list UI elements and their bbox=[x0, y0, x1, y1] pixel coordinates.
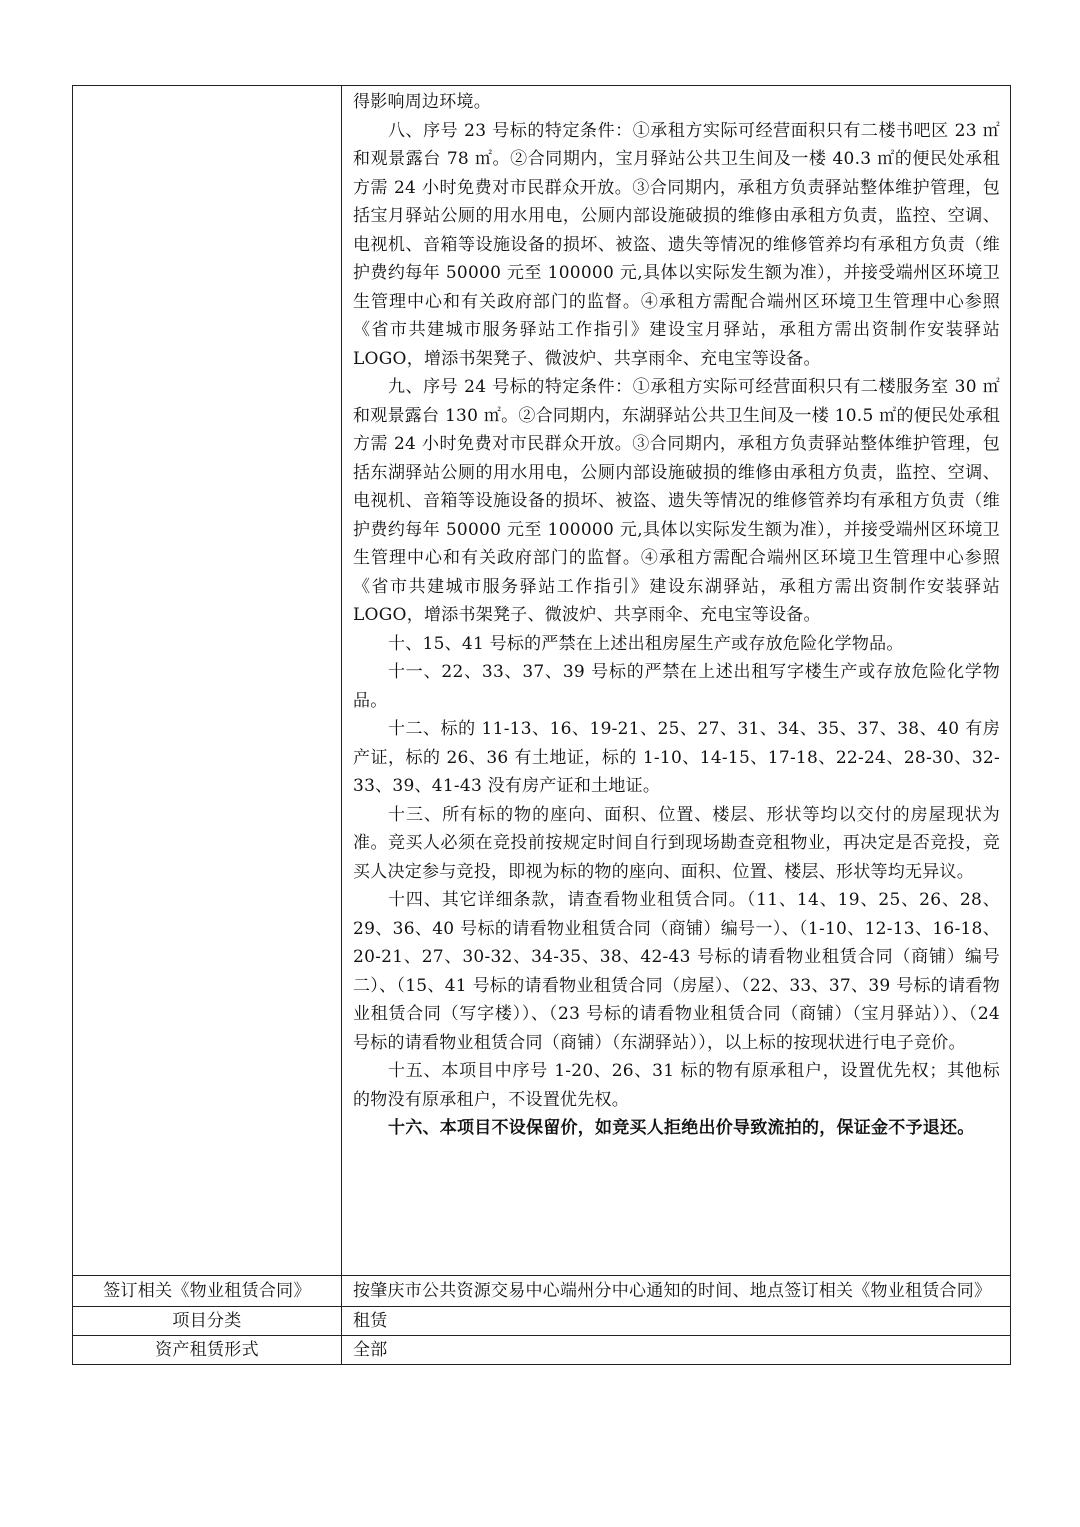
paragraph-10: 十、15、41 号标的严禁在上述出租房屋生产或存放危险化学物品。 bbox=[388, 633, 904, 654]
paragraph-16: 十六、本项目不设保留价，如竞买人拒绝出价导致流拍的，保证金不予退还。 bbox=[388, 1118, 975, 1138]
paragraph-12: 十二、标的 11-13、16、19-21、25、27、31、34、35、37、38、40 有房产证，标的 26、36 有土地证，标的 1-10、14-15、17-18、22-24、28-30、32-33、39、41-43 没有房产证和土地证。 bbox=[353, 719, 1000, 796]
notice-table bbox=[72, 85, 1011, 1365]
special-conditions-label-cell bbox=[73, 86, 342, 1276]
special-conditions-content bbox=[342, 86, 1011, 1276]
sign-contract-label: 签订相关《物业租赁合同》 bbox=[73, 1276, 342, 1307]
lease-form-value: 全部 bbox=[342, 1336, 1011, 1365]
paragraph-14: 十四、其它详细条款，请查看物业租赁合同。（11、14、19、25、26、28、29、36、40 号标的请看物业租赁合同（商铺）编号一）、（1-10、12-13、16-18、20-21、27、30-32、34-35、38、42-43 号标的请看物业租赁合同（商铺）编号二）、（15、41 号标的请看物业租赁合同（房屋）、（22、33、37、39 号标的请看物业租赁合同（写字楼））、（23 号标的请看物业租赁合同（商铺）（宝月驿站））、（24 号标的请看物业租赁合同（商铺）（东湖驿站）），以上标的按现状进行电子竞价。 bbox=[353, 890, 1000, 1053]
paragraph-9: 九、序号 24 号标的特定条件：①承租方实际可经营面积只有二楼服务室 30 ㎡和观景露台 130 ㎡。②合同期内，东湖驿站公共卫生间及一楼 10.5 ㎡的便民处承租方需 24 小时免费对市民群众开放。③合同期内，承租方负责驿站整体维护管理，包括东湖驿站公厕的用水用电，公厕内部设施破损的维修由承租方负责，监控、空调、电视机、音箱等设施设备的损坏、被盗、遗失等情况的维修管养均有承租方负责（维护费约每年 50000 元至 100000 元,具体以实际发生额为准），并接受端州区环境卫生管理中心和有关政府部门的监督。④承租方需配合端州区环境卫生管理中心参照《省市共建城市服务驿站工作指引》建设东湖驿站，承租方需出资制作安装驿站 LOGO，增添书架凳子、微波炉、共享雨伞、充电宝等设备。 bbox=[353, 377, 1000, 625]
sign-contract-row bbox=[73, 1276, 1011, 1307]
paragraph-0: 得影响周边环境。 bbox=[353, 92, 491, 112]
lease-form-label: 资产租赁形式 bbox=[73, 1336, 342, 1365]
sign-contract-value: 按肇庆市公共资源交易中心端州分中心通知的时间、地点签订相关《物业租赁合同》 bbox=[342, 1276, 1011, 1307]
project-category-label: 项目分类 bbox=[73, 1307, 342, 1336]
paragraph-11: 十一、22、33、37、39 号标的严禁在上述出租写字楼生产或存放危险化学物品。 bbox=[353, 662, 1000, 711]
paragraph-13: 十三、所有标的物的座向、面积、位置、楼层、形状等均以交付的房屋现状为准。竞买人必须在竞投前按规定时间自行到现场勘查竞租物业，再决定是否竞投，竞买人决定参与竞投，即视为标的物的座向、面积、位置、楼层、形状等均无异议。 bbox=[353, 804, 1000, 882]
paragraph-15: 十五、本项目中序号 1-20、26、31 标的物有原承租户，设置优先权；其他标的物没有原承租户，不设置优先权。 bbox=[353, 1061, 1000, 1110]
lease-form-row bbox=[73, 1336, 1011, 1365]
project-category-row bbox=[73, 1307, 1011, 1336]
paragraph-8: 八、序号 23 号标的特定条件：①承租方实际可经营面积只有二楼书吧区 23 ㎡和观景露台 78 ㎡。②合同期内，宝月驿站公共卫生间及一楼 40.3 ㎡的便民处承租方需 24 小时免费对市民群众开放。③合同期内，承租方负责驿站整体维护管理，包括宝月驿站公厕的用水用电，公厕内部设施破损的维修由承租方负责，监控、空调、电视机、音箱等设施设备的损坏、被盗、遗失等情况的维修管养均有承租方负责（维护费约每年 50000 元至 100000 元,具体以实际发生额为准），并接受端州区环境卫生管理中心和有关政府部门的监督。④承租方需配合端州区环境卫生管理中心参照《省市共建城市服务驿站工作指引》建设宝月驿站，承租方需出资制作安装驿站 LOGO，增添书架凳子、微波炉、共享雨伞、充电宝等设备。 bbox=[353, 120, 1000, 369]
project-category-value: 租赁 bbox=[342, 1307, 1011, 1336]
special-conditions-row bbox=[73, 86, 1011, 1276]
